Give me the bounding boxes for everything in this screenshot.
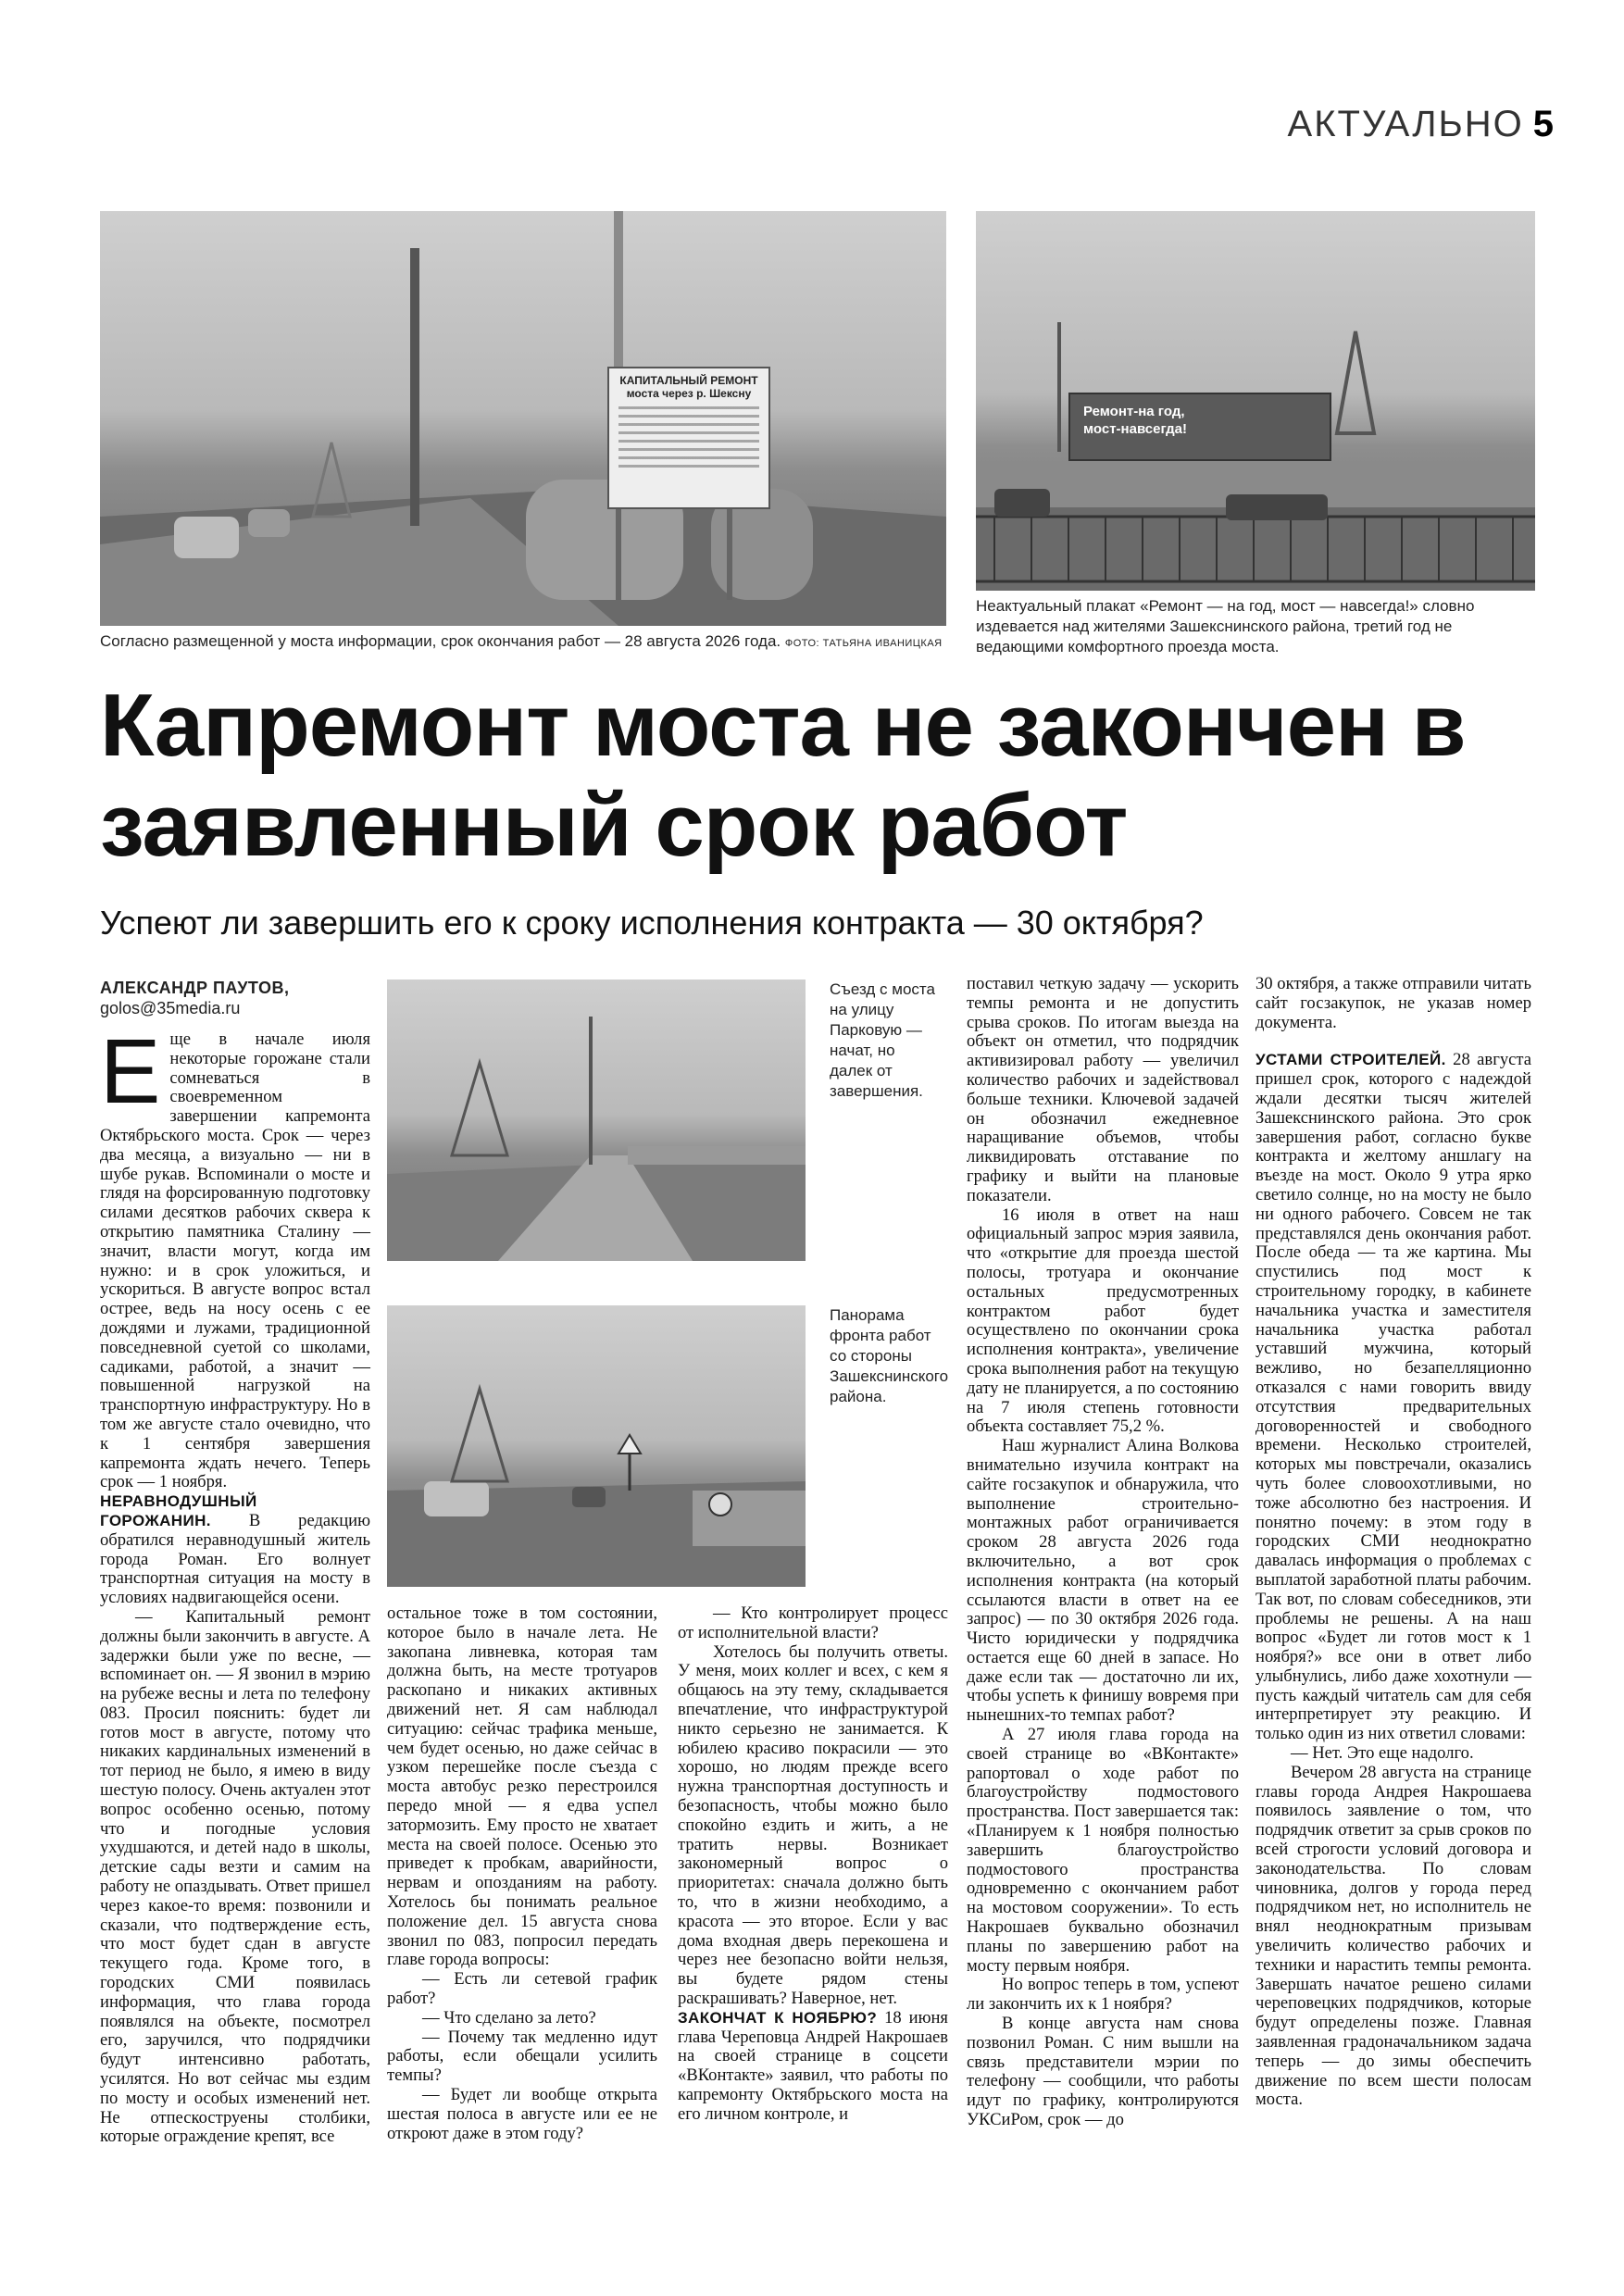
col2-paragraph-5: — Будет ли вообще открыта шестая полоса в августе или ее не откроют даже в этом году? xyxy=(387,2084,657,2143)
drop-cap: Е xyxy=(100,1020,161,1122)
col4-paragraph-2: 16 июля в ответ на наш официальный запрос мэрия заявила, что «открытие для проезда шестой полосы, тротуара и окончание остальных предусмотренных контрактом работ будет осуществлено по окончании срока исполнения контракта», увеличение срока выполнения работ на текущую дату не планируется, а по состоянию на 7 июля степень готовности объекта составляет 75,2 %. xyxy=(967,1204,1239,1437)
photo-works-panorama xyxy=(387,1305,806,1587)
col5-subhead: УСТАМИ СТРОИТЕЛЕЙ. xyxy=(1255,1051,1446,1069)
col4-paragraph-3: Наш журналист Алина Волкова внимательно изучила контракт на сайте госзакупок и обнаружила, что выполнение строительно-монтажных работ ограничивается сроком 28 августа 2026 года включительно, а вот срок исполнения контракта (на который ссылаются власти в ответ на ее запрос) — по 30 октября 2026 года. Чисто юридически у подрядчика остается еще 60 дней в запасе. Но даже если так — достаточно ли их, чтобы успеть к финишу вовремя при нынешних-то темпах работ? xyxy=(967,1436,1239,1726)
article-column-3 xyxy=(678,1604,948,2141)
col5-paragraph-4: Вечером 28 августа на странице главы города Андрея Накрошаева появилось заявление о том, что подрядчик ответит за срыв сроков по всей строгости условий договора и законодательства. По словам чиновника, долгов у города перед подрядчиком нет, но исполнитель не внял неоднократным призывам увеличить количество рабочих и техники и нарастить темпы ремонта. Завершать начатое решено силами череповецких подрядчиков, которые будут определены позже. Главная заявленная градоначальником задача теперь — до зимы обеспечить движение по всем шести полосам моста. xyxy=(1255,1762,1531,2110)
photo2-caption: Неактуальный плакат «Ремонт — на год, мост — навсегда!» словно издевается над жителями Зашекснинского района, третий год не ведающими комфортного проезда моста. xyxy=(976,597,1475,655)
col1-paragraph-2: В редакцию обратился неравнодушный житель города Роман. Его волнует транспортная ситуация на мосту в условиях надвигающейся осени. xyxy=(100,1510,370,1608)
col3-paragraph-1: — Кто контролирует процесс от исполнительной власти? xyxy=(678,1603,948,1642)
page-number: 5 xyxy=(1532,104,1555,144)
col1-paragraph-3: — Капитальный ремонт должны были закончить в августе. А задержки были уже по весне, — вспоминает он. — Я звонил в мэрию на рубеже весны и лета по телефону 083. Просил пояснить: будет ли готов мост в августе, потому что никаких кардинальных изменений в тот период не было, я имею в виду шестую полосу. Очень актуален этот вопрос особенно осенью, потому что и погодные условия ухудшаются, и детей надо в школы, детские сады везти и самим на работу не опаздывать. Ответ пришел через какое-то время: позвонили и сказали, что подтверждение есть, что мост будет сдан в августе текущего года. Кроме того, в городских СМИ появилась информация, что глава города появлялся на объекте, посмотрел его, заручился, что подрядчики будут интенсивно работать, усилятся. Но вот сейчас мы ездим по мосту и особых изменений нет. Не отпескоструены столбики, которые ограждение крепят, все xyxy=(100,1606,370,2147)
col4-paragraph-1: поставил четкую задачу — ускорить темпы ремонта и не допустить срыва сроков. По итогам выезда на объект он отметил, что подрядчик активизировал работу — увеличил количество рабочих и задействовал больше техники. Ключевой задачей он обозначил ежедневное наращивание объемов, чтобы ликвидировать отставание по графику и выйти на плановые показатели. xyxy=(967,974,1239,1205)
col4-paragraph-4: А 27 июля глава города на своей странице во «ВКонтакте» рапортовал о ходе работ по благоустройству подмостового пространства. Пост завершается так: «Планируем к 1 ноября полностью завершить благоустройство подмостового пространства одновременно с окончанием работ на мостовом сооружении». То есть Накрошаев буквально обозначил планы по завершению работ на мосту первым ноября. xyxy=(967,1725,1239,1976)
author-byline xyxy=(100,978,378,1018)
col1-paragraph-1: ще в начале июля некоторые горожане стали сомневаться в своевременном завершении капремонта Октябрьского моста. Срок — через два месяца, а визуально — ни в шубе рукав. Вспоминали о мосте и глядя на форсированную подготовку силами десятков рабочих сквера к открытию памятника Сталину — значит, власти могут, когда им нужно: и в срок уложиться, и ускориться. В августе вопрос встал острее, ведь на носу осень с ее дождями и лужами, традиционной повседневной суетой со школами, садиками, работой, а значит — повышенной нагрузкой на транспортную инфраструктуру. Но в том же августе стало очевидно, что к 1 сентября завершения капремонта ждать нечего. Теперь срок — 1 ноября. xyxy=(100,1029,370,1492)
col4-paragraph-5: Но вопрос теперь в том, успеют ли закончить их к 1 ноября? xyxy=(967,1975,1239,2015)
col3-paragraph-2: Хотелось бы получить ответы. У меня, моих коллег и всех, с кем я общаюсь на эту тему, складывается впечатление, что инфраструктурой никто серьезно не занимается. К юбилею красиво покрасили — это хорошо, но людям прежде всего нужна транспортная доступность и безопасность, чтобы можно было спокойно ездить и жить, а не тратить нервы. Возникает закономерный вопрос о приоритетах: сначала должно быть то, что в жизни необходимо, а красота — это второе. Если у вас дома входная дверь перекошена и через нее безопасно войти нельзя, вы будете рядом стены раскрашивать? Наверное, нет. xyxy=(678,1641,948,2008)
slogan-text: Ремонт-на год, мост-навсегда! xyxy=(1083,404,1188,437)
article-column-5 xyxy=(1255,975,1531,2141)
col2-paragraph-4: — Почему так медленно идут работы, если обещали усилить темпы? xyxy=(387,2027,657,2086)
photo4-caption: Панорама фронта работ со стороны Зашекснинского района. xyxy=(830,1306,949,1405)
author-name: АЛЕКСАНДР ПАУТОВ, xyxy=(100,979,290,997)
repair-billboard xyxy=(607,367,770,509)
article-column-4 xyxy=(967,975,1239,2141)
col5-paragraph-2: 28 августа пришел срок, которого с надеждой ждали десятки тысяч жителей Зашекснинского района. Это срок завершения работ, согласно букве контракта и желтому аншлагу на въезде на мост. Около 9 утра ярко светило солнце, но на мосту не было ни одного рабочего. Совсем не так представлялся день окончания работ. После обеда — та же картина. Мы спустились под мост к строительному городку, в кабинете начальника участка и заместителя начальника участка работал уставший мужчина, который вежливо, но безапелляционно отказался с нами говорить ввиду отсутствия предварительных договоренностей и свободного времени. Несколько строителей, которых мы повстречали, оказались чуть более словоохотливыми, но тоже абсолютно без настроения. И понятно почему: в этом году в городских СМИ неоднократно давалась информация о проблемах с выплатой заработной платы рабочим. Так вот, по словам собеседников, эти проблемы не решены. А на наш вопрос «Будет ли готов мост к 1 ноября?» все они в ответ либо улыбнулись, либо даже хохотнули — пусть каждый читатель сам для себя интерпретирует эту реакцию. И только один из них ответил словами: xyxy=(1255,1050,1531,1744)
billboard-title: КАПИТАЛЬНЫЙ РЕМОНТ моста через р. Шексну xyxy=(619,374,758,401)
photo3-caption: Съезд с моста на улицу Парковую — начат, но далек от завершения. xyxy=(830,980,935,1100)
photo-old-slogan xyxy=(976,211,1535,591)
photo-parkovaya-exit xyxy=(387,980,806,1261)
headline: Капремонт моста не закончен в заявленный срок работ xyxy=(100,676,1466,875)
author-email: golos@35media.ru xyxy=(100,999,241,1017)
col5-paragraph-1: 30 октября, а также отправили читать сайт госзакупок, не указав номер документа. xyxy=(1255,974,1531,1032)
photo-bridge-billboard xyxy=(100,211,946,626)
col4-paragraph-6: В конце августа нам снова позвонил Роман. С ним вышли на связь представители мэрии по телефону — сообщили, что работы идут по графику, контролируются УКСиРом, срок — до xyxy=(967,2014,1239,2130)
col2-paragraph-3: — Что сделано за лето? xyxy=(422,2007,596,2028)
photo1-caption xyxy=(100,631,946,654)
col2-paragraph-2: — Есть ли сетевой график работ? xyxy=(387,1969,657,2008)
col3-subhead: ЗАКОНЧАТ К НОЯБРЮ? xyxy=(678,2008,878,2027)
col3-paragraph-3: 18 июня глава Череповца Андрей Накрошаев на своей странице в соцсети «ВКонтакте» заявил, что работы по капремонту Октябрьского моста на его личном контроле, и xyxy=(678,2007,948,2124)
article-column-2 xyxy=(387,1604,657,2141)
billboard-fine-print xyxy=(618,406,759,471)
slogan-billboard xyxy=(1068,393,1331,461)
section-title: АКТУАЛЬНО xyxy=(1287,104,1524,144)
col5-paragraph-3: — Нет. Это еще надолго. xyxy=(1291,1743,1474,1764)
photo1-caption-text: Согласно размещенной у моста информации, срок окончания работ — 28 августа 2026 года. xyxy=(100,632,781,650)
col1-subhead: НЕРАВНОДУШНЫЙ ГОРОЖАНИН. xyxy=(100,1492,257,1529)
article-column-1 xyxy=(100,1020,370,2147)
section-header xyxy=(1204,104,1555,145)
subheadline: Успеют ли завершить его к сроку исполнения контракта — 30 октября? xyxy=(100,904,1204,942)
photo1-credit: ФОТО: ТАТЬЯНА ИВАНИЦКАЯ xyxy=(784,638,943,649)
col2-paragraph-1: остальное тоже в том состоянии, которое было в начале лета. Не закопана ливневка, которая там должна быть, на месте тротуаров раскопано и никаких активных движений нет. Я сам наблюдал ситуацию: сейчас трафика меньше, чем будет осенью, но даже сейчас в узком перешейке после съезда с моста автобус резко перестроился передо мной — я едва успел затормозить. Ему просто не хватает места на своей полосе. Осенью это приведет к пробкам, аварийности, нервам и опозданиям на работу. Хотелось бы понимать реальное положение дел. 15 августа снова звонил по 083, попросил передать главе города вопросы: xyxy=(387,1603,657,1970)
